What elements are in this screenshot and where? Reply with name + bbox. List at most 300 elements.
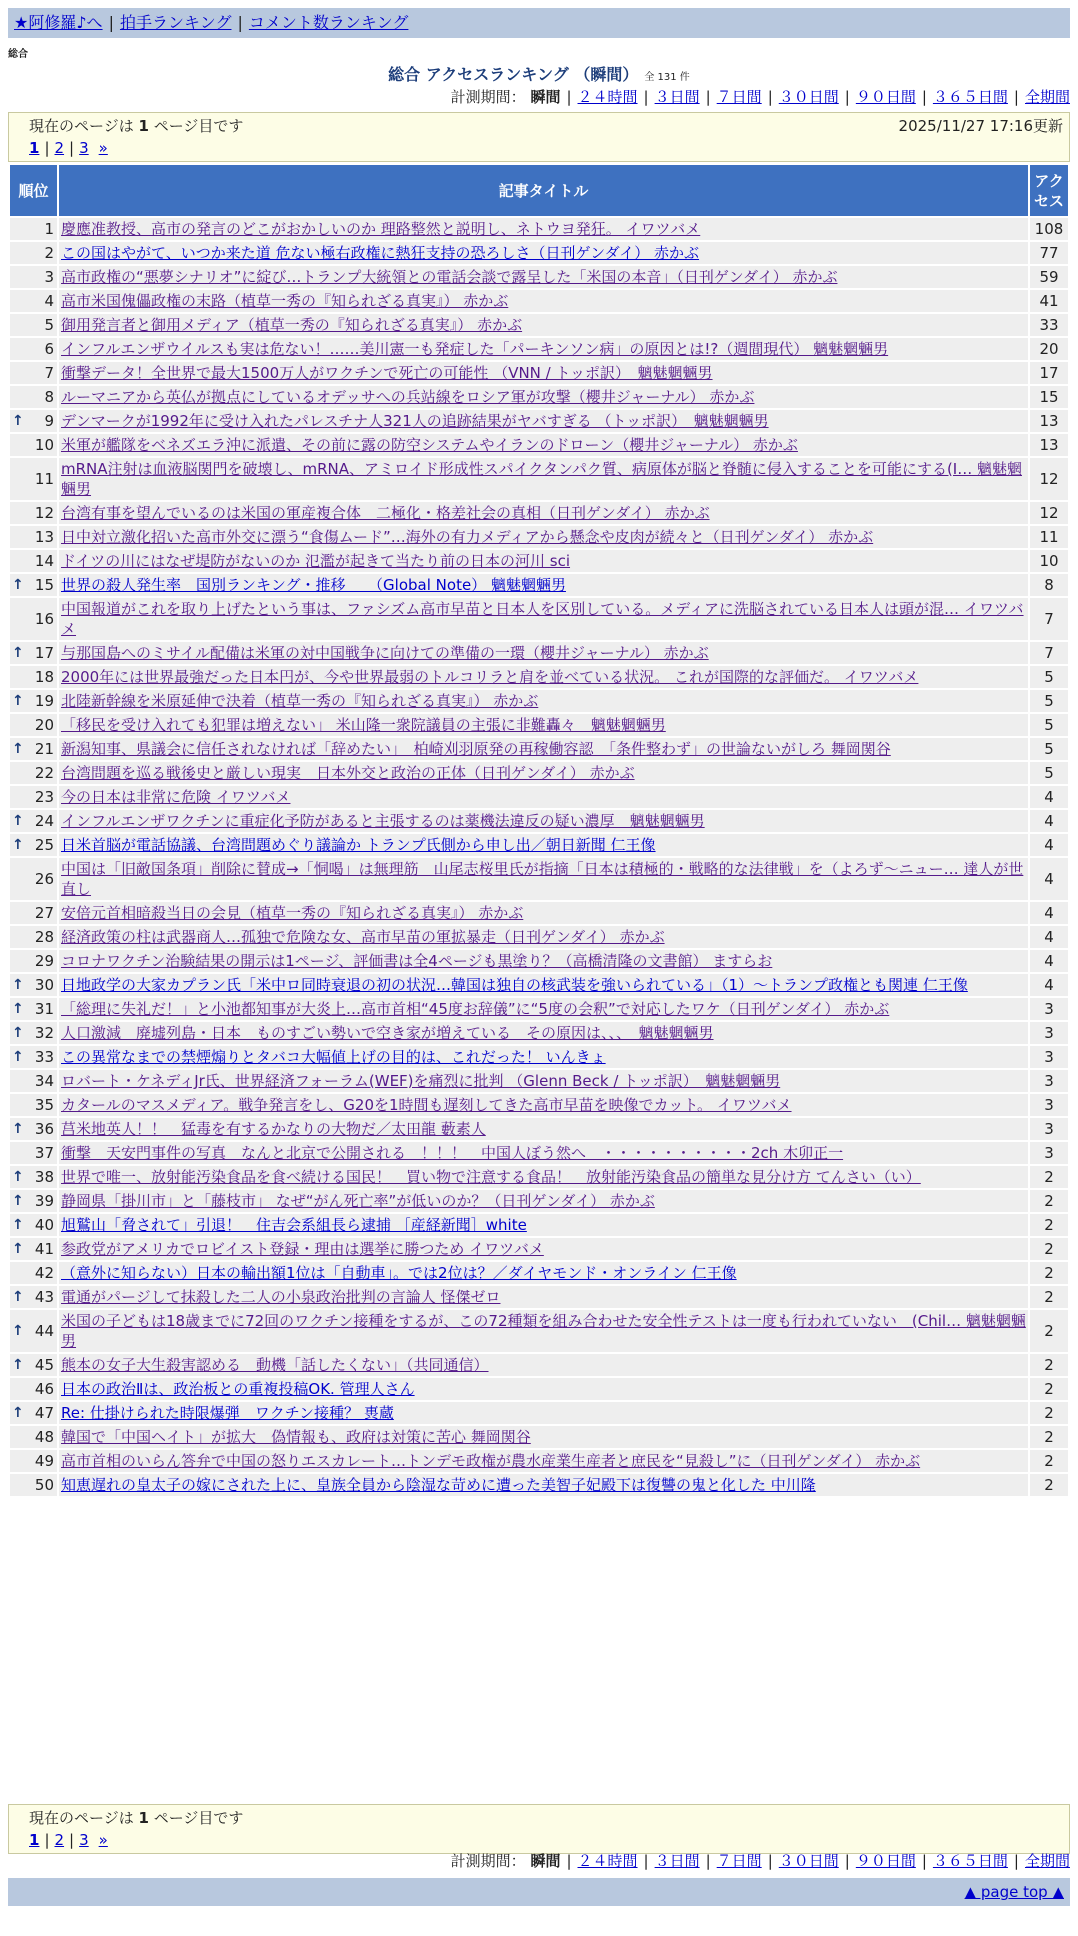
title-cell — [59, 218, 1028, 240]
access-count: 4 — [1030, 834, 1068, 856]
article-title-link[interactable]: 知恵遅れの皇太子の嫁にされた上に、皇族全員から陰湿な苛めに遭った美智子妃殿下は復讐の鬼と化した 中川隆 — [61, 1476, 816, 1494]
access-count: 3 — [1030, 998, 1068, 1020]
table-row — [10, 218, 1068, 240]
access-count: 4 — [1030, 786, 1068, 808]
rank-up-arrow-icon: ↑ — [12, 741, 24, 757]
rank-cell — [10, 1402, 57, 1424]
rank-number: 2 — [44, 244, 54, 262]
access-count: 2 — [1030, 1286, 1068, 1308]
rank-cell — [10, 642, 57, 664]
article-title-link[interactable]: ルーマニアから英仏が拠点にしているオデッサへの兵站線をロシア軍が攻撃（櫻井ジャーナル） 赤かぶ — [61, 388, 755, 406]
title-cell — [59, 550, 1028, 572]
table-row — [10, 1450, 1068, 1472]
table-row — [10, 1378, 1068, 1400]
period-30d-link[interactable]: ３０日間 — [778, 88, 839, 106]
title-cell — [59, 314, 1028, 336]
rank-cell — [10, 1378, 57, 1400]
article-title-link[interactable]: 日地政学の大家カプラン氏「米中ロ同時衰退の初の状況…韓国は独自の核武装を強いられている」（1）～トランプ政権とも関連 仁王像 — [61, 976, 968, 994]
title-cell — [59, 950, 1028, 972]
rank-cell — [10, 266, 57, 288]
page-title — [0, 62, 1078, 85]
rank-up-arrow-icon: ↑ — [12, 1193, 24, 1209]
access-count: 13 — [1030, 434, 1068, 456]
title-cell — [59, 458, 1028, 500]
title-cell — [59, 1310, 1028, 1352]
access-count: 4 — [1030, 810, 1068, 832]
rank-number: 16 — [34, 610, 54, 628]
table-row — [10, 738, 1068, 760]
article-title-link[interactable]: 経済政策の柱は武器商人…孤独で危険な女、高市早苗の軍拡暴走（日刊ゲンダイ） 赤かぶ — [61, 928, 665, 946]
rank-number: 27 — [34, 904, 54, 922]
page-3-link[interactable]: 3 — [79, 139, 89, 157]
rank-cell — [10, 1262, 57, 1284]
article-title-link[interactable]: 高市首相のいらん答弁で中国の怒りエスカレート…トンデモ政権が農水産業生産者と庶民を“見殺し”に（日刊ゲンダイ） 赤かぶ — [61, 1452, 921, 1470]
next-page-link[interactable]: » — [98, 139, 108, 157]
access-count: 2 — [1030, 1262, 1068, 1284]
rank-number: 36 — [34, 1120, 54, 1138]
title-cell — [59, 1378, 1028, 1400]
rank-number: 18 — [34, 668, 54, 686]
article-title-link[interactable]: mRNA注射は血液脳関門を破壊し、mRNA、アミロイド形成性スパイクタンパク質、病原体が脳と脊髄に侵入することを可能にする(I… 魑魅魍魎男 — [61, 460, 1022, 498]
article-title-link[interactable]: 与那国島へのミサイル配備は米軍の対中国戦争に向けての準備の一環（櫻井ジャーナル） 赤かぶ — [61, 644, 709, 662]
title-cell — [59, 1450, 1028, 1472]
title-cell — [59, 526, 1028, 548]
rank-cell — [10, 998, 57, 1020]
rank-cell — [10, 598, 57, 640]
rank-number: 1 — [44, 220, 54, 238]
rank-cell — [10, 458, 57, 500]
table-row — [10, 598, 1068, 640]
table-row — [10, 242, 1068, 264]
title-cell — [59, 1426, 1028, 1448]
title-cell — [59, 1142, 1028, 1164]
article-title-link[interactable]: 北陸新幹線を米原延伸で決着（植草一秀の『知られざる真実』） 赤かぶ — [61, 692, 539, 710]
title-cell — [59, 1354, 1028, 1376]
access-count: 2 — [1030, 1426, 1068, 1448]
title-cell — [59, 386, 1028, 408]
access-count: 2 — [1030, 1166, 1068, 1188]
access-count: 4 — [1030, 902, 1068, 924]
rank-number: 49 — [34, 1452, 54, 1470]
rank-up-arrow-icon: ↑ — [12, 1323, 24, 1339]
rank-cell — [10, 762, 57, 784]
article-title-link[interactable]: 日米首脳が電話協議、台湾問題めぐり議論か トランプ氏側から申し出／朝日新聞 仁王像 — [61, 836, 656, 854]
access-count: 3 — [1030, 1094, 1068, 1116]
rank-cell — [10, 950, 57, 972]
table-row — [10, 1046, 1068, 1068]
rank-number: 31 — [34, 1000, 54, 1018]
access-count: 17 — [1030, 362, 1068, 384]
article-title-link[interactable]: 中国報道がこれを取り上げたという事は、ファシズム高市早苗と日本人を区別している。メディアに洗脳されている日本人は頭が混… イワツバメ — [61, 600, 1024, 638]
rank-number: 25 — [34, 836, 54, 854]
access-count: 12 — [1030, 502, 1068, 524]
rank-cell — [10, 1166, 57, 1188]
access-count: 7 — [1030, 642, 1068, 664]
rank-number: 41 — [34, 1240, 54, 1258]
article-title-link[interactable]: ドイツの川にはなぜ堤防がないのか 氾濫が起きて当たり前の日本の河川 sci — [61, 552, 571, 570]
rank-up-arrow-icon: ↑ — [12, 1025, 24, 1041]
access-count: 11 — [1030, 526, 1068, 548]
period-3d-link-bottom[interactable]: ３日間 — [654, 1852, 700, 1870]
rank-number: 4 — [44, 292, 54, 310]
table-row — [10, 902, 1068, 924]
title-cell — [59, 690, 1028, 712]
rank-up-arrow-icon: ↑ — [12, 413, 24, 429]
article-title-link[interactable]: この異常なまでの禁煙煽りとタバコ大幅値上げの目的は、これだった！ いんきょ — [61, 1048, 606, 1066]
access-count: 10 — [1030, 550, 1068, 572]
rank-up-arrow-icon: ↑ — [12, 813, 24, 829]
page-2-link[interactable]: 2 — [54, 139, 65, 157]
article-title-link[interactable]: 台湾問題を巡る戦後史と厳しい現実 日本外交と政治の正体（日刊ゲンダイ） 赤かぶ — [61, 764, 635, 782]
rank-number: 21 — [34, 740, 54, 758]
article-title-link[interactable]: 旭鷲山「脅されて」引退！ 住吉会系組長ら逮捕 ［産経新聞］white — [61, 1216, 527, 1234]
article-title-link[interactable]: ロバート・ケネディJr氏、世界経済フォーラム(WEF)を痛烈に批判 （Glenn Beck / トッポ訳） 魑魅魍魎男 — [61, 1072, 781, 1090]
rank-number: 14 — [34, 552, 54, 570]
period-label-bottom: 計測期間： — [450, 1852, 526, 1870]
page-1-link[interactable]: 1 — [29, 139, 40, 157]
access-count: 13 — [1030, 410, 1068, 432]
table-row — [10, 1142, 1068, 1164]
rank-cell — [10, 714, 57, 736]
table-row — [10, 998, 1068, 1020]
rank-cell — [10, 810, 57, 832]
rank-cell — [10, 1354, 57, 1376]
table-row — [10, 362, 1068, 384]
rank-cell — [10, 690, 57, 712]
rank-cell — [10, 858, 57, 900]
article-title-link[interactable]: 世界の殺人発生率 国別ランキング・推移 （Global Note） 魑魅魍魎男 — [61, 576, 566, 594]
rank-up-arrow-icon: ↑ — [12, 693, 24, 709]
article-title-link[interactable]: インフルエンザワクチンに重症化予防があると主張するのは薬機法違反の疑い濃厚 魑魅魍魎男 — [61, 812, 705, 830]
article-title-link[interactable]: 衝撃データ！全世界で最大1500万人がワクチンで死亡の可能性 （VNN / トッポ訳） 魑魅魍魎男 — [61, 364, 713, 382]
period-all-link[interactable]: 全期間 — [1024, 88, 1070, 106]
title-cell — [59, 290, 1028, 312]
rank-cell — [10, 362, 57, 384]
rank-number: 34 — [34, 1072, 54, 1090]
title-cell — [59, 738, 1028, 760]
article-title-link[interactable]: 新潟知事、県議会に信任されなければ「辞めたい」 柏崎刈羽原発の再稼働容認 「条件整わず」の世論ないがしろ 舞岡関谷 — [61, 740, 891, 758]
article-title-link[interactable]: デンマークが1992年に受け入れたパレスチナ人321人の追跡結果がヤバすぎる （トッポ訳） 魑魅魍魎男 — [61, 412, 769, 430]
table-row — [10, 950, 1068, 972]
title-cell — [59, 810, 1028, 832]
period-30d-link-bottom[interactable]: ３０日間 — [778, 1852, 839, 1870]
rank-number: 24 — [34, 812, 54, 830]
article-title-link[interactable]: （意外に知らない）日本の輸出額1位は「自動車」。では2位は？／ダイヤモンド・オンライン 仁王像 — [61, 1264, 737, 1282]
rank-up-arrow-icon: ↑ — [12, 1289, 24, 1305]
article-title-link[interactable]: この国はやがて、いつか来た道 危ない極右政権に熱狂支持の恐ろしさ（日刊ゲンダイ） 赤かぶ — [61, 244, 700, 262]
table-row — [10, 550, 1068, 572]
title-cell — [59, 666, 1028, 688]
article-title-link[interactable]: 米国の子どもは18歳までに72回のワクチン接種をするが、この72種類を組み合わせた安全性テストは一度も行われていない (Chil… 魑魅魍魎男 — [61, 1312, 1026, 1350]
title-cell — [59, 1070, 1028, 1092]
col-title-header: 記事タイトル — [59, 165, 1028, 216]
table-row — [10, 762, 1068, 784]
rank-cell — [10, 926, 57, 948]
rank-cell — [10, 550, 57, 572]
access-count: 59 — [1030, 266, 1068, 288]
rank-cell — [10, 1310, 57, 1352]
title-cell — [59, 266, 1028, 288]
home-link[interactable]: ★阿修羅♪へ — [14, 13, 103, 32]
rank-number: 43 — [34, 1288, 54, 1306]
page-info: 現在のページは 1 ページ目です — [29, 117, 244, 135]
col-access-header: アクセス — [1030, 165, 1068, 216]
title-cell — [59, 1094, 1028, 1116]
table-row — [10, 786, 1068, 808]
rank-up-arrow-icon: ↑ — [12, 1357, 24, 1373]
access-count: 4 — [1030, 858, 1068, 900]
page-3-link-bottom[interactable]: 3 — [79, 1831, 89, 1849]
title-cell — [59, 1238, 1028, 1260]
table-row — [10, 834, 1068, 856]
rank-cell — [10, 1238, 57, 1260]
update-timestamp: 2025/11/27 17:16更新 — [898, 117, 1063, 135]
access-count: 5 — [1030, 762, 1068, 784]
rank-number: 47 — [34, 1404, 54, 1422]
period-90d-link[interactable]: ９０日間 — [855, 88, 916, 106]
table-row — [10, 1474, 1068, 1496]
article-title-link[interactable]: 中国は「旧敵国条項」削除に賛成→「恫喝」は無理筋 山尾志桜里氏が指摘「日本は積極的・戦略的な法律戦」を（よろず〜ニュー… 達人が世直し — [61, 860, 1024, 898]
access-count: 3 — [1030, 1070, 1068, 1092]
article-title-link[interactable]: 世界で唯一、放射能汚染食品を食べ続ける国民！ 買い物で注意する食品！ 放射能汚染食品の簡単な見分け方 てんさい（い） — [61, 1168, 921, 1186]
article-title-link[interactable]: 高市政権の“悪夢シナリオ”に綻び…トランプ大統領との電話会談で露呈した「米国の本音」（日刊ゲンダイ） 赤かぶ — [61, 268, 838, 286]
rank-cell — [10, 1070, 57, 1092]
rank-cell — [10, 338, 57, 360]
table-row — [10, 1426, 1068, 1448]
rank-number: 42 — [34, 1264, 54, 1282]
access-count: 2 — [1030, 1310, 1068, 1352]
rank-cell — [10, 314, 57, 336]
table-row — [10, 266, 1068, 288]
rank-cell — [10, 386, 57, 408]
access-count: 7 — [1030, 598, 1068, 640]
access-count: 2 — [1030, 1378, 1068, 1400]
title-cell — [59, 642, 1028, 664]
rank-number: 7 — [44, 364, 54, 382]
title-cell — [59, 410, 1028, 432]
article-title-link[interactable]: カタールのマスメディア。戦争発言をし、G20を1時間も遅刻してきた高市早苗を映像でカット。 イワツバメ — [61, 1096, 792, 1114]
page-1-link-bottom[interactable]: 1 — [29, 1831, 40, 1849]
title-cell — [59, 1190, 1028, 1212]
access-count: 77 — [1030, 242, 1068, 264]
clap-ranking-link[interactable]: 拍手ランキング — [119, 13, 232, 32]
table-row — [10, 1118, 1068, 1140]
access-count: 3 — [1030, 1142, 1068, 1164]
access-count: 4 — [1030, 926, 1068, 948]
rank-cell — [10, 290, 57, 312]
period-90d-link-bottom[interactable]: ９０日間 — [855, 1852, 916, 1870]
next-page-link-bottom[interactable]: » — [98, 1831, 108, 1849]
title-cell — [59, 1262, 1028, 1284]
article-title-link[interactable]: 高市米国傀儡政権の末路（植草一秀の『知られざる真実』） 赤かぶ — [61, 292, 509, 310]
article-title-link[interactable]: 「移民を受け入れても犯罪は増えない」 米山隆一衆院議員の主張に非難轟々 魑魅魍魎男 — [61, 716, 666, 734]
title-cell — [59, 1286, 1028, 1308]
article-title-link[interactable]: 莒米地英人！！ 猛毒を有するかなりの大物だ／太田龍 藪素人 — [61, 1120, 486, 1138]
table-row — [10, 714, 1068, 736]
article-title-link[interactable]: 米軍が艦隊をベネズエラ沖に派遣、その前に露の防空システムやイランのドローン（櫻井ジャーナル） 赤かぶ — [61, 436, 798, 454]
article-title-link[interactable]: 韓国で「中国ヘイト」が拡大 偽情報も、政府は対策に苦心 舞岡関谷 — [61, 1428, 531, 1446]
table-row — [10, 434, 1068, 456]
rank-number: 33 — [34, 1048, 54, 1066]
period-24h-link[interactable]: ２４時間 — [577, 88, 638, 106]
ranking-table — [8, 163, 1070, 1498]
title-cell — [59, 926, 1028, 948]
rank-number: 17 — [34, 644, 54, 662]
access-count: 4 — [1030, 950, 1068, 972]
rank-up-arrow-icon: ↑ — [12, 1049, 24, 1065]
access-count: 2 — [1030, 1402, 1068, 1424]
table-row — [10, 810, 1068, 832]
rank-number: 48 — [34, 1428, 54, 1446]
table-row — [10, 666, 1068, 688]
title-cell — [59, 1402, 1028, 1424]
pagination-bottom: 1 | 2 | 3 » — [29, 1831, 108, 1849]
title-cell — [59, 1166, 1028, 1188]
rank-number: 44 — [34, 1322, 54, 1340]
period-current: 瞬間 — [530, 88, 561, 106]
access-count: 3 — [1030, 1118, 1068, 1140]
article-title-link[interactable]: 日本の政治Ⅱは、政治板との重複投稿OK. 管理人さん — [61, 1380, 415, 1398]
rank-number: 46 — [34, 1380, 54, 1398]
rank-number: 11 — [34, 470, 54, 488]
article-title-link[interactable]: 参政党がアメリカでロビイスト登録・理由は選挙に勝つため イワツバメ — [61, 1240, 544, 1258]
rank-up-arrow-icon: ↑ — [12, 1121, 24, 1137]
rank-cell — [10, 1046, 57, 1068]
table-header-row — [10, 165, 1068, 216]
table-row — [10, 1238, 1068, 1260]
article-title-link[interactable]: 熊本の女子大生殺害認める 動機「話したくない」（共同通信） — [61, 1356, 489, 1374]
article-title-link[interactable]: 衝撃 天安門事件の写真 なんと北京で公開される ！！！ 中国人ぼう然へ ・・・・・・・・・・2ch 木卯正一 — [61, 1144, 844, 1162]
article-title-link[interactable]: 台湾有事を望んでいるのは米国の軍産複合体 二極化・格差社会の真相（日刊ゲンダイ） 赤かぶ — [61, 504, 710, 522]
article-title-link[interactable]: 今の日本は非常に危険 イワツバメ — [61, 788, 291, 806]
rank-cell — [10, 1474, 57, 1496]
article-title-link[interactable]: 御用発言者と御用メディア（植草一秀の『知られざる真実』） 赤かぶ — [61, 316, 523, 334]
rank-number: 37 — [34, 1144, 54, 1162]
article-title-link[interactable]: 「総理に失礼だ！」と小池都知事が大炎上…高市首相“45度お辞儀”に“5度の会釈”で対応したワケ（日刊ゲンダイ） 赤かぶ — [61, 1000, 890, 1018]
article-title-link[interactable]: コロナワクチン治験結果の開示は1ページ、評価書は全4ページも黒塗り？（高橋清隆の文書館） ますらお — [61, 952, 773, 970]
rank-cell — [10, 242, 57, 264]
rank-number: 20 — [34, 716, 54, 734]
article-title-link[interactable]: 静岡県「掛川市」と「藤枝市」 なぜ“がん死亡率”が低いのか？（日刊ゲンダイ） 赤かぶ — [61, 1192, 655, 1210]
table-row — [10, 858, 1068, 900]
article-title-link[interactable]: 人口激減 廃墟列島・日本 ものすごい勢いで空き家が増えている その原因は、、、 魑魅魍魎男 — [61, 1024, 714, 1042]
article-title-link[interactable]: 電通がパージして抹殺した二人の小泉政治批判の言論人 怪傑ゼロ — [61, 1288, 501, 1306]
title-cell — [59, 902, 1028, 924]
access-count: 2 — [1030, 1450, 1068, 1472]
rank-cell — [10, 1022, 57, 1044]
page-top-link[interactable]: ▲ page top ▲ — [964, 1883, 1064, 1901]
rank-cell — [10, 902, 57, 924]
rank-cell — [10, 1450, 57, 1472]
period-all-link-bottom[interactable]: 全期間 — [1024, 1852, 1070, 1870]
total-count: 全 131 件 — [644, 72, 690, 83]
access-count: 3 — [1030, 1046, 1068, 1068]
article-title-link[interactable]: 日中対立激化招いた高市外交に漂う“食傷ムード”…海外の有力メディアから懸念や皮肉が続々と（日刊ゲンダイ） 赤かぶ — [61, 528, 874, 546]
period-24h-link-bottom[interactable]: ２４時間 — [577, 1852, 638, 1870]
rank-cell — [10, 786, 57, 808]
rank-number: 30 — [34, 976, 54, 994]
table-row — [10, 410, 1068, 432]
table-row — [10, 338, 1068, 360]
table-row — [10, 974, 1068, 996]
title-cell — [59, 598, 1028, 640]
article-title-link[interactable]: 安倍元首相暗殺当日の会見（植草一秀の『知られざる真実』） 赤かぶ — [61, 904, 524, 922]
rank-cell — [10, 666, 57, 688]
access-count: 33 — [1030, 314, 1068, 336]
period-7d-link-bottom[interactable]: ７日間 — [716, 1852, 762, 1870]
rank-up-arrow-icon: ↑ — [12, 1241, 24, 1257]
rank-up-arrow-icon: ↑ — [12, 645, 24, 661]
access-count: 2 — [1030, 1238, 1068, 1260]
period-3d-link[interactable]: ３日間 — [654, 88, 700, 106]
page-info-box-bottom — [8, 1804, 1070, 1854]
title-cell — [59, 762, 1028, 784]
table-row — [10, 290, 1068, 312]
table-row — [10, 1022, 1068, 1044]
rank-number: 12 — [34, 504, 54, 522]
rank-cell — [10, 410, 57, 432]
table-row — [10, 1214, 1068, 1236]
period-365d-link[interactable]: ３６５日間 — [932, 88, 1008, 106]
comment-ranking-link[interactable]: コメント数ランキング — [248, 13, 409, 32]
rank-up-arrow-icon: ↑ — [12, 1405, 24, 1421]
rank-up-arrow-icon: ↑ — [12, 1001, 24, 1017]
rank-number: 35 — [34, 1096, 54, 1114]
title-cell — [59, 1046, 1028, 1068]
period-selector-bottom: 計測期間： 瞬間 | ２４時間 | ３日間 | ７日間 | ３０日間 | ９０日間 | ３６５日間 | 全期間 — [450, 1852, 1070, 1870]
rank-number: 22 — [34, 764, 54, 782]
rank-cell — [10, 1426, 57, 1448]
title-cell — [59, 1118, 1028, 1140]
rank-number: 3 — [44, 268, 54, 286]
rank-number: 29 — [34, 952, 54, 970]
period-365d-link-bottom[interactable]: ３６５日間 — [932, 1852, 1008, 1870]
page-2-link-bottom[interactable]: 2 — [54, 1831, 65, 1849]
rank-cell — [10, 1190, 57, 1212]
access-count: 4 — [1030, 974, 1068, 996]
rank-number: 19 — [34, 692, 54, 710]
table-row — [10, 1094, 1068, 1116]
table-row — [10, 1310, 1068, 1352]
title-cell — [59, 974, 1028, 996]
rank-cell — [10, 526, 57, 548]
rank-number: 15 — [34, 576, 54, 594]
article-title-link[interactable]: 慶應准教授、高市の発言のどこがおかしいのか 理路整然と説明し、ネトウヨ発狂。 イワツバメ — [61, 220, 701, 238]
rank-number: 23 — [34, 788, 54, 806]
rank-number: 40 — [34, 1216, 54, 1234]
article-title-link[interactable]: インフルエンザウイルスも実は危ない！……美川憲一も発症した「パーキンソン病」の原因とは!?（週間現代） 魑魅魍魎男 — [61, 340, 889, 358]
table-row — [10, 926, 1068, 948]
category-label: 総合 — [8, 49, 28, 60]
period-7d-link[interactable]: ７日間 — [716, 88, 762, 106]
title-cell — [59, 338, 1028, 360]
rank-cell — [10, 502, 57, 524]
rank-cell — [10, 218, 57, 240]
title-cell — [59, 714, 1028, 736]
table-row — [10, 386, 1068, 408]
rank-up-arrow-icon: ↑ — [12, 837, 24, 853]
access-count: 5 — [1030, 714, 1068, 736]
access-count: 2 — [1030, 1190, 1068, 1212]
rank-up-arrow-icon: ↑ — [12, 1169, 24, 1185]
article-title-link[interactable]: 2000年には世界最強だった日本円が、今や世界最弱のトルコリラと肩を並べている状況。 これが国際的な評価だ。 イワツバメ — [61, 668, 919, 686]
title-cell — [59, 786, 1028, 808]
title-cell — [59, 998, 1028, 1020]
title-cell — [59, 362, 1028, 384]
title-cell — [59, 858, 1028, 900]
footer-bar — [8, 1878, 1070, 1906]
article-title-link[interactable]: Re: 仕掛けられた時限爆弾 ワクチン接種？ 軣蔵 — [61, 1404, 394, 1422]
